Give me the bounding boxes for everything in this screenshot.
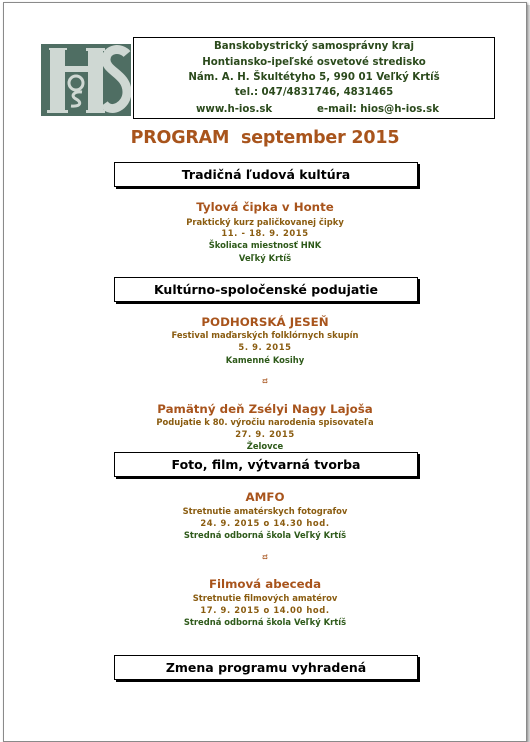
event-description: Praktický kurz paličkovanej čipky: [186, 217, 344, 227]
header-website[interactable]: www.h-ios.sk: [196, 104, 273, 115]
ornament-divider: ದ: [262, 376, 268, 385]
event-place: Stredná odborná škola Veľký Krtíš: [183, 617, 347, 627]
institution-header: [133, 37, 495, 119]
section-heading: Zmena programu vyhradená: [114, 655, 418, 680]
event-title: AMFO: [245, 490, 285, 504]
event-title: PODHORSKÁ JESEŇ: [201, 315, 329, 329]
header-region: Banskobystrický samosprávny kraj: [214, 41, 414, 52]
event-description: Festival maďarských folklórnych skupín: [171, 330, 359, 340]
header-organization: Hontiansko-ipeľské osvetové stredisko: [202, 57, 426, 68]
event-description: Stretnutie filmových amatérov: [192, 593, 338, 603]
event-date: 17. 9. 2015 o 14.00 hod.: [200, 605, 330, 615]
section-heading: Foto, film, výtvarná tvorba: [114, 452, 418, 477]
section-heading: Kultúrno-spoločenské podujatie: [114, 277, 418, 302]
header-address: Nám. A. H. Škultétyho 5, 990 01 Veľký Krtíš: [188, 72, 440, 83]
event-place: Želovce: [246, 441, 284, 451]
program-title: PROGRAM september 2015: [130, 128, 400, 148]
event-title: Filmová abeceda: [208, 577, 322, 591]
event-date: 27. 9. 2015: [235, 429, 295, 439]
section-heading: Tradičná ľudová kultúra: [114, 162, 418, 187]
event-place: Kamenné Kosihy: [225, 355, 305, 365]
ornament-divider: ದ: [262, 552, 268, 561]
event-place: Školiaca miestnosť HNK: [208, 240, 322, 250]
event-date: 24. 9. 2015 o 14.30 hod.: [200, 518, 330, 528]
event-date: 5. 9. 2015: [238, 342, 292, 352]
event-description: Podujatie k 80. výročiu narodenia spisovateľa: [156, 417, 374, 427]
event-date: 11. - 18. 9. 2015: [221, 228, 309, 238]
event-title: Pamätný deň Zsélyi Nagy Lajoša: [157, 402, 373, 416]
event-place: Stredná odborná škola Veľký Krtíš: [183, 530, 347, 540]
hios-logo: [41, 44, 131, 116]
header-email[interactable]: e-mail: hios@h-ios.sk: [317, 104, 439, 115]
header-phone: tel.: 047/4831746, 4831465: [234, 87, 394, 98]
event-title: Tylová čipka v Honte: [196, 200, 334, 214]
event-place-town: Veľký Krtíš: [238, 253, 292, 263]
event-description: Stretnutie amatérskych fotografov: [182, 506, 348, 516]
